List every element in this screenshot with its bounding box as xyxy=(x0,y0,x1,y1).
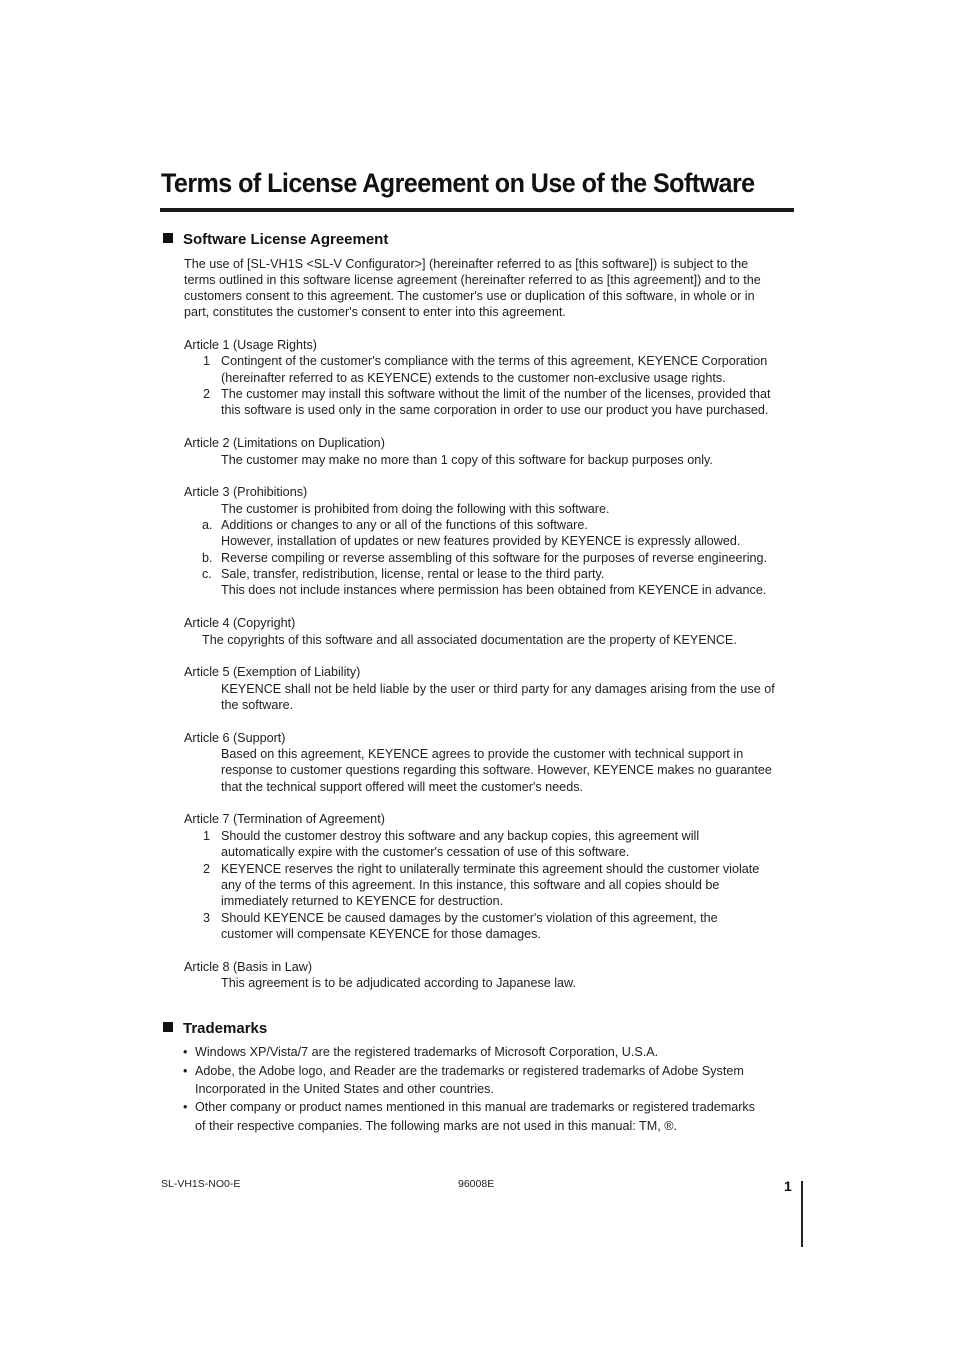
intro-line: customers consent to this agreement. The customer's use or duplication of this software, in whole or in xyxy=(184,289,755,303)
item-line: any of the terms of this agreement. In this instance, this software and all copies should be xyxy=(221,878,720,892)
section-heading-trademarks-text: Trademarks xyxy=(183,1020,268,1037)
item-line: KEYENCE reserves the right to unilaterally terminate this agreement should the customer violate xyxy=(221,862,760,876)
item-letter: c. xyxy=(202,567,212,581)
article-body: The copyrights of this software and all associated documentation are the property of KEYENCE. xyxy=(202,633,737,647)
item-line: Should the customer destroy this software and any backup copies, this agreement will xyxy=(221,829,700,843)
margin-rule xyxy=(801,1181,803,1247)
article-title: Article 2 (Limitations on Duplication) xyxy=(184,436,385,450)
trademark-line: Incorporated in the United States and other countries. xyxy=(195,1082,494,1096)
item-line: automatically expire with the customer's cessation of use of this software. xyxy=(221,845,630,859)
section-heading-license xyxy=(163,231,388,248)
trademark-line: Other company or product names mentioned in this manual are trademarks or registered trademarks xyxy=(195,1100,755,1114)
article-line: the software. xyxy=(221,698,294,712)
item-number: 1 xyxy=(203,354,211,368)
article-line: response to customer questions regarding this software. However, KEYENCE makes no guarantee xyxy=(221,763,772,777)
item-letter: a. xyxy=(202,518,213,532)
intro-line: The use of [SL-VH1S <SL-V Configurator>] (hereinafter referred to as [this software]) is subject to the xyxy=(184,257,749,271)
title-rule xyxy=(160,208,794,212)
item-line: The customer may install this software without the limit of the number of the licenses, provided that xyxy=(221,387,771,401)
article-title: Article 5 (Exemption of Liability) xyxy=(184,665,361,679)
item-number: 1 xyxy=(203,829,211,843)
intro-line: part, constitutes the customer's consent to enter into this agreement. xyxy=(184,305,566,319)
square-bullet-icon xyxy=(163,1022,173,1032)
article-body: The customer is prohibited from doing the following with this software. xyxy=(221,502,610,516)
item-line: Contingent of the customer's compliance with the terms of this agreement, KEYENCE Corporation xyxy=(221,354,768,368)
item-line: Reverse compiling or reverse assembling of this software for the purposes of reverse engineering. xyxy=(221,551,767,565)
item-line: However, installation of updates or new features provided by KEYENCE is expressly allowed. xyxy=(221,534,741,548)
item-line: customer will compensate KEYENCE for those damages. xyxy=(221,927,541,941)
item-number: 2 xyxy=(203,862,211,876)
trademark-line: of their respective companies. The following marks are not used in this manual: TM, ®. xyxy=(195,1119,677,1133)
article-title: Article 8 (Basis in Law) xyxy=(184,960,313,974)
item-line: Additions or changes to any or all of the functions of this software. xyxy=(221,518,588,532)
intro-line: terms outlined in this software license agreement (hereinafter referred to as [this agreement]) and to the xyxy=(184,273,761,287)
item-number: 3 xyxy=(203,911,211,925)
article-line: Based on this agreement, KEYENCE agrees to provide the customer with technical support in xyxy=(221,747,744,761)
page-title: Terms of License Agreement on Use of the Software xyxy=(161,168,755,198)
article-body: This agreement is to be adjudicated according to Japanese law. xyxy=(221,976,576,990)
trademark-line: Adobe, the Adobe logo, and Reader are the trademarks or registered trademarks of Adobe System xyxy=(195,1064,744,1078)
article-body: The customer may make no more than 1 copy of this software for backup purposes only. xyxy=(221,453,713,467)
page-number: 1 xyxy=(784,1178,792,1194)
bullet-icon: • xyxy=(183,1045,188,1059)
bullet-icon: • xyxy=(183,1100,188,1114)
item-letter: b. xyxy=(202,551,213,565)
item-line: this software is used only in the same corporation in order to use our product you have purchased. xyxy=(221,403,769,417)
item-line: immediately returned to KEYENCE for destruction. xyxy=(221,894,504,908)
doc-code: SL-VH1S-NO0-E xyxy=(161,1178,241,1190)
article-title: Article 1 (Usage Rights) xyxy=(184,338,317,352)
print-code: 96008E xyxy=(458,1178,495,1190)
item-line: (hereinafter referred to as KEYENCE) extends to the customer non-exclusive usage rights. xyxy=(221,371,726,385)
section-heading-trademarks xyxy=(163,1020,267,1037)
article-title: Article 7 (Termination of Agreement) xyxy=(184,812,385,826)
article-line: KEYENCE shall not be held liable by the user or third party for any damages arising from the use of xyxy=(221,682,775,696)
item-line: This does not include instances where permission has been obtained from KEYENCE in advance. xyxy=(221,583,767,597)
square-bullet-icon xyxy=(163,233,173,243)
article-title: Article 6 (Support) xyxy=(184,731,286,745)
trademark-line: Windows XP/Vista/7 are the registered trademarks of Microsoft Corporation, U.S.A. xyxy=(195,1045,659,1059)
bullet-icon: • xyxy=(183,1064,188,1078)
section-heading-license-text: Software License Agreement xyxy=(183,231,389,248)
article-title: Article 3 (Prohibitions) xyxy=(184,485,308,499)
item-line: Sale, transfer, redistribution, license, rental or lease to the third party. xyxy=(221,567,605,581)
article-title: Article 4 (Copyright) xyxy=(184,616,296,630)
item-line: Should KEYENCE be caused damages by the customer's violation of this agreement, the xyxy=(221,911,718,925)
article-line: that the technical support offered will meet the customer's needs. xyxy=(221,780,583,794)
item-number: 2 xyxy=(203,387,211,401)
